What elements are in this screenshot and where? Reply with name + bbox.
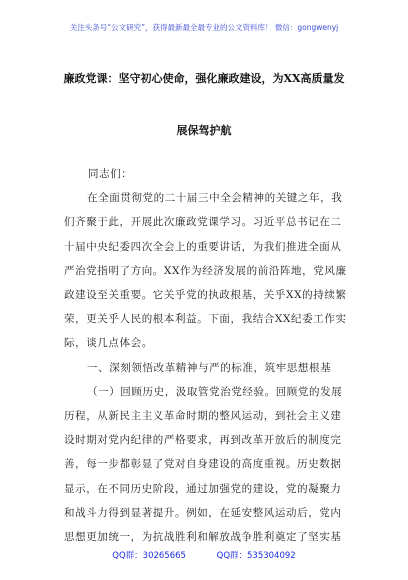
document-title-line-2: 展保驾护航	[176, 124, 232, 137]
paragraph-line: 在全面贯彻党的二十届三中全会精神的关键之年，我	[87, 192, 343, 205]
footer-qq-group-1: QQ群：30265665	[112, 551, 186, 561]
paragraph-line: 显示，在不同历史阶段，通过加强党的建设，党的凝聚力	[64, 482, 342, 495]
paragraph-line: 政建设至关重要。它关乎党的执政根基，关乎XX的持续繁	[64, 289, 347, 301]
document-title-line-1: 廉政党课：坚守初心使命，强化廉政建设，为XX高质量发	[63, 72, 345, 85]
paragraph-line: 荣，更关乎人民的根本利益。下面，我结合XX纪委工作实	[64, 313, 347, 326]
paragraph-line: 善，每一步都彰显了党对自身建设的高度重视。历史数据	[64, 458, 342, 471]
paragraph-line-last: 思想更加统一，为抗战胜利和解放战争胜利奠定了坚实基	[64, 531, 342, 543]
paragraph-line: 们齐聚于此，开展此次廉政党课学习。习近平总书记在二	[64, 216, 342, 229]
page-footer	[0, 549, 408, 561]
salutation: 同志们：	[88, 168, 133, 180]
paragraph-line: 和战斗力得到显著提升。例如，在延安整风运动后，党内	[64, 506, 342, 519]
paragraph-line: （一）回顾历史，汲取管党治党经验。回顾党的发展	[87, 385, 343, 398]
paragraph-line: 历程，从新民主主义革命时期的整风运动，到社会主义建	[64, 410, 342, 422]
paragraph-line: 际，谈几点体会。	[64, 337, 153, 350]
footer-qq-group-2: QQ群：535304092	[216, 551, 296, 561]
header-note: 关注头条号“公文研究”，获得最新最全最专业的公文资料库！ 微信：gongwenyj	[69, 23, 339, 32]
section-heading: 一、深刻领悟改革精神与严的标准，筑牢思想根基	[87, 361, 332, 374]
paragraph-line: 设时期对党内纪律的严格要求，再到改革开放后的制度完	[64, 434, 342, 447]
paragraph-line: 严治党指明了方向。XX作为经济发展的前沿阵地，党风廉	[64, 264, 347, 277]
paragraph-line: 十届中央纪委四次全会上的重要讲话，为我们推进全面从	[64, 240, 342, 253]
